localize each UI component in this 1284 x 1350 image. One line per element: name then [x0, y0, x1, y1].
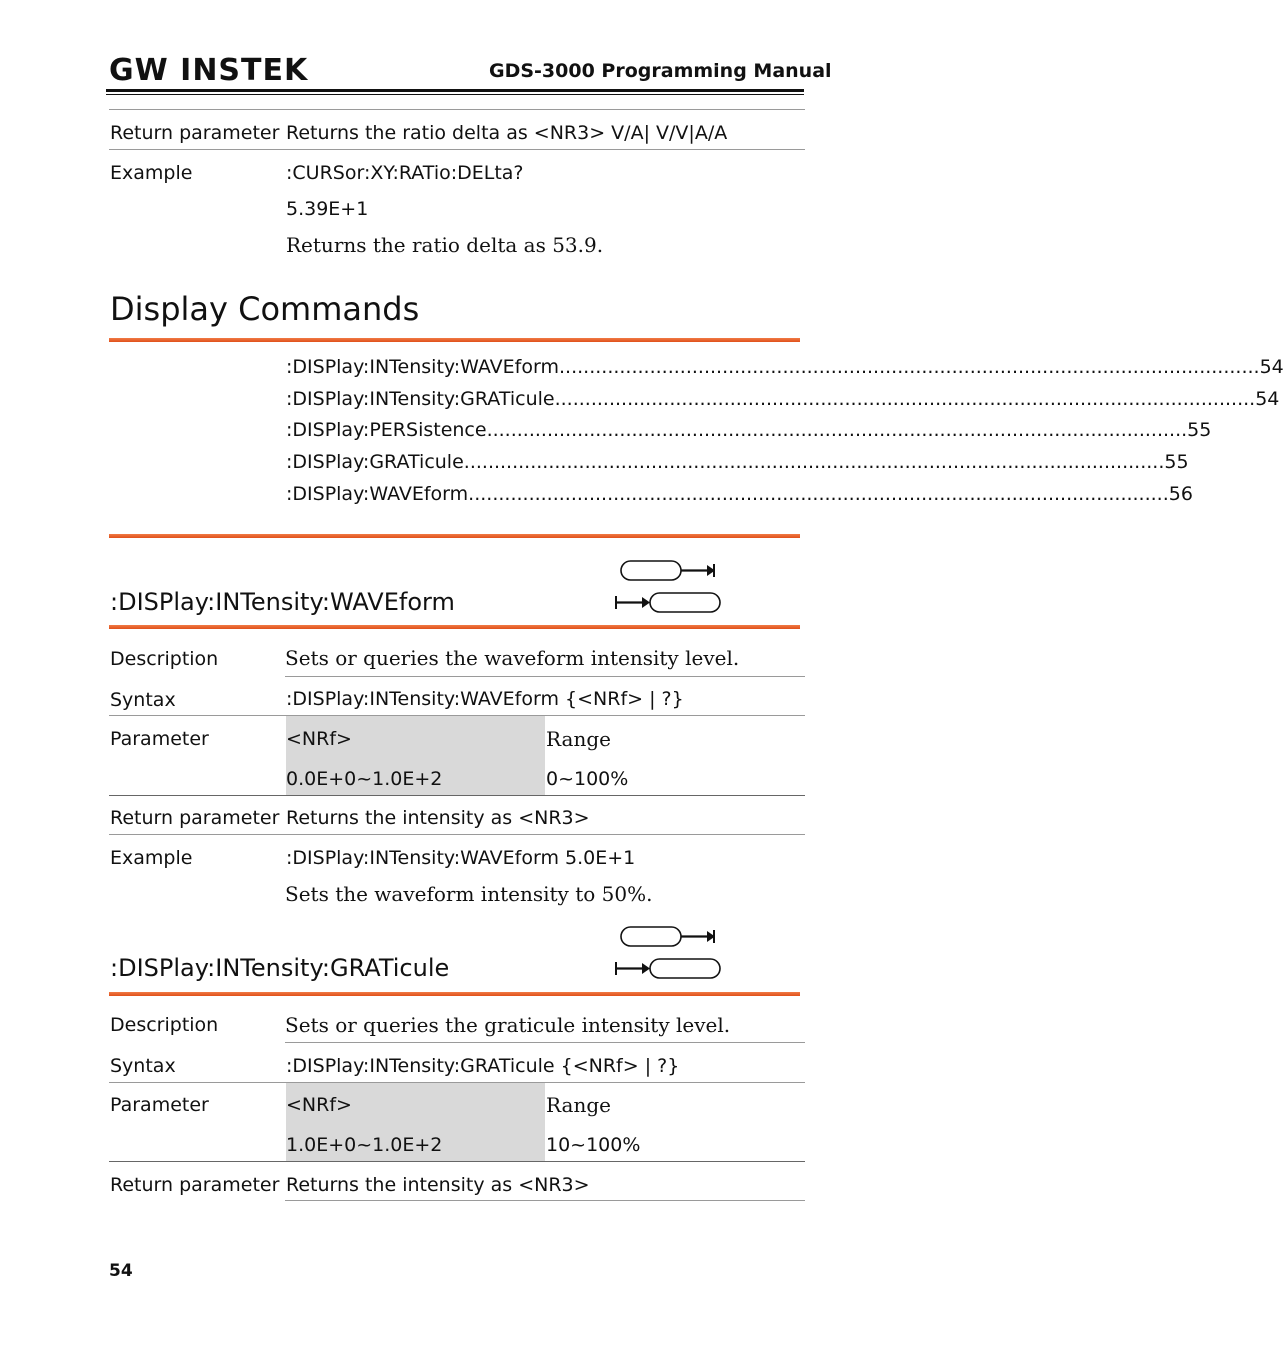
toc-entry-name: :DISPlay:INTensity:WAVEform [286, 356, 559, 378]
toc-entry[interactable] [286, 482, 1193, 506]
row-divider [109, 795, 805, 796]
set-command-icon [621, 927, 715, 946]
row-divider [109, 109, 805, 110]
syntax-label: Syntax [110, 689, 176, 711]
row-divider [285, 1042, 805, 1043]
return-parameter-label: Return parameter [110, 1174, 280, 1196]
svg-text:GW INSTEK: GW INSTEK [109, 53, 309, 88]
description-value: Sets or queries the waveform intensity level. [285, 646, 740, 670]
parameter-label: Parameter [110, 728, 209, 750]
parameter-range-label: Range [546, 727, 611, 751]
row-divider [285, 676, 805, 677]
section-rule [109, 534, 800, 538]
return-parameter-value: Returns the intensity as <NR3> [286, 1174, 590, 1196]
toc-entry-page: 56 [1168, 483, 1193, 505]
description-label: Description [110, 648, 219, 670]
toc-entry-page: 55 [1164, 451, 1189, 473]
description-label: Description [110, 1014, 219, 1036]
gw-instek-logo [109, 52, 309, 88]
return-parameter-label: Return parameter [110, 807, 280, 829]
parameter-value: 1.0E+0~1.0E+2 [286, 1134, 443, 1156]
toc-leader [468, 482, 1169, 506]
row-divider [285, 1200, 805, 1201]
toc-leader [464, 450, 1165, 474]
toc-entry-name: :DISPlay:GRATicule [286, 451, 464, 473]
set-query-icon [614, 925, 724, 983]
command-heading: :DISPlay:INTensity:WAVEform [110, 588, 455, 616]
toc-entry-name: :DISPlay:WAVEform [286, 483, 469, 505]
example-label: Example [110, 847, 193, 869]
query-command-icon [616, 593, 720, 612]
set-command-icon [621, 561, 715, 580]
command-rule [109, 992, 800, 996]
command-rule [109, 625, 800, 629]
toc-entry[interactable] [286, 355, 1284, 379]
description-value: Sets or queries the graticule intensity level. [285, 1013, 731, 1037]
query-command-icon [616, 959, 720, 978]
toc-entry-page: 54 [1255, 388, 1280, 410]
example-command: :DISPlay:INTensity:WAVEform 5.0E+1 [286, 847, 636, 869]
toc-leader [555, 387, 1256, 411]
parameter-value: 0.0E+0~1.0E+2 [286, 768, 443, 790]
parameter-range: 10~100% [546, 1134, 641, 1156]
toc-entry[interactable] [286, 418, 1212, 442]
section-title: Display Commands [110, 290, 420, 328]
return-parameter-label: Return parameter [110, 122, 280, 144]
parameter-name: <NRf> [286, 1094, 352, 1116]
toc-leader [559, 355, 1260, 379]
parameter-name: <NRf> [286, 728, 352, 750]
toc-entry-name: :DISPlay:INTensity:GRATicule [286, 388, 555, 410]
header-rule [106, 89, 804, 92]
example-label: Example [110, 162, 193, 184]
return-parameter-value: Returns the intensity as <NR3> [286, 807, 590, 829]
toc-entry-page: 54 [1259, 356, 1284, 378]
header-rule-thin [106, 94, 804, 95]
syntax-value: :DISPlay:INTensity:WAVEform {<NRf> | ?} [286, 688, 684, 710]
parameter-label: Parameter [110, 1094, 209, 1116]
return-parameter-value: Returns the ratio delta as <NR3> V/A| V/V|A/A [286, 122, 728, 144]
row-divider [109, 149, 805, 150]
toc-entry-name: :DISPlay:PERSistence [286, 419, 487, 441]
row-divider [109, 834, 805, 835]
syntax-value: :DISPlay:INTensity:GRATicule {<NRf> | ?} [286, 1055, 680, 1077]
section-rule [109, 338, 800, 342]
manual-title: GDS-3000 Programming Manual [489, 60, 832, 82]
example-command: :CURSor:XY:RATio:DELta? [286, 162, 524, 184]
example-response: 5.39E+1 [286, 198, 369, 220]
toc-entry-page: 55 [1187, 419, 1212, 441]
row-divider [109, 1161, 805, 1162]
toc-leader [487, 418, 1188, 442]
parameter-range-label: Range [546, 1093, 611, 1117]
toc-entry[interactable] [286, 387, 1280, 411]
parameter-range: 0~100% [546, 768, 629, 790]
toc-entry[interactable] [286, 450, 1189, 474]
example-note: Returns the ratio delta as 53.9. [286, 233, 604, 257]
example-note: Sets the waveform intensity to 50%. [285, 882, 653, 906]
set-query-icon [614, 559, 724, 617]
page-number: 54 [109, 1261, 133, 1281]
command-heading: :DISPlay:INTensity:GRATicule [110, 954, 450, 982]
syntax-label: Syntax [110, 1055, 176, 1077]
